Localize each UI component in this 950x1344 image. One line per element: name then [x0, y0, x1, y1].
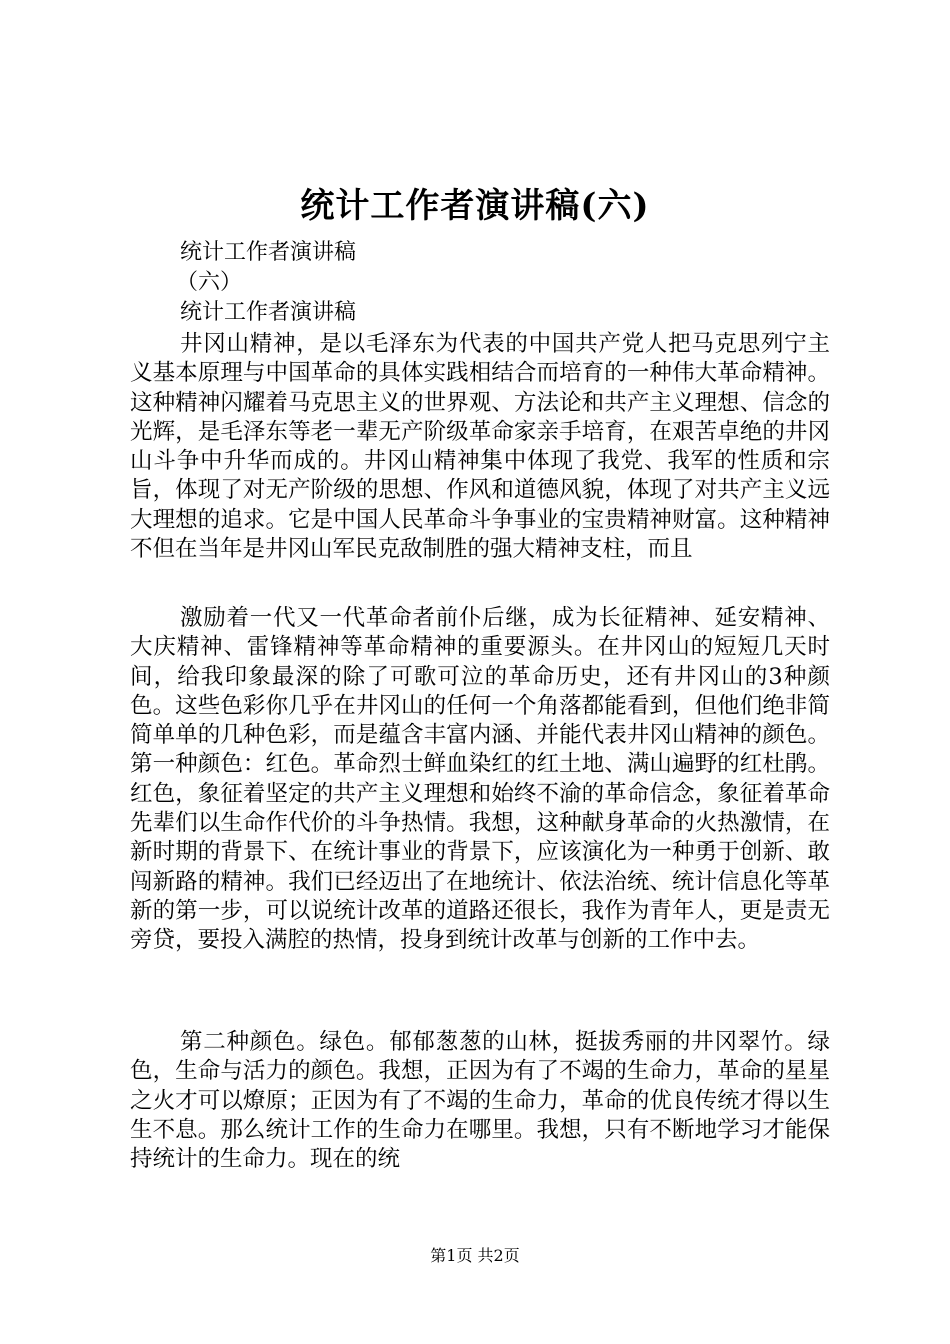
paragraph-1: 井冈山精神，是以毛泽东为代表的中国共产党人把马克思列宁主义基本原理与中国革命的具体实践相结合而培育的一种伟大革命精神。这种精神闪耀着马克思主义的世界观、方法论和共产主义理想、信念的光辉，是毛泽东等老一辈无产阶级革命家亲手培育，在艰苦卓绝的井冈山斗争中升华而成的。井冈山精神集中体现了我党、我军的性质和宗旨，体现了对无产阶级的思想、作风和道德风貌，体现了对共产主义远大理想的追求。它是中国人民革命斗争事业的宝贵精神财富。这种精神不但在当年是井冈山军民克敌制胜的强大精神支柱，而且 [130, 331, 830, 563]
subtitle-line-1: 统计工作者演讲稿 [180, 240, 357, 265]
subtitle-line-2: （六） [176, 270, 243, 295]
subtitle-line-3: 统计工作者演讲稿 [180, 300, 357, 325]
paragraph-2: 激励着一代又一代革命者前仆后继，成为长征精神、延安精神、大庆精神、雷锋精神等革命精神的重要源头。在井冈山的短短几天时间，给我印象最深的除了可歌可泣的革命历史，还有井冈山的3种颜色。这些色彩你几乎在井冈山的任何一个角落都能看到，但他们绝非简简单单的几种色彩，而是蕴含丰富内涵、并能代表井冈山精神的颜色。第一种颜色：红色。革命烈士鲜血染红的红土地、满山遍野的红杜鹃。红色，象征着坚定的共产主义理想和始终不渝的革命信念，象征着革命先辈们以生命作代价的斗争热情。我想，这种献身革命的火热激情，在新时期的背景下、在统计事业的背景下，应该演化为一种勇于创新、敢闯新路的精神。我们已经迈出了在地统计、依法治统、统计信息化等革新的第一步，可以说统计改革的道路还很长，我作为青年人，更是责无旁贷，要投入满腔的热情，投身到统计改革与创新的工作中去。 [130, 605, 830, 954]
page-footer: 第1页 共2页 [430, 1246, 520, 1265]
paragraph-3: 第二种颜色。绿色。郁郁葱葱的山林，挺拔秀丽的井冈翠竹。绿色，生命与活力的颜色。我想，正因为有了不竭的生命力，革命的星星之火才可以燎原；正因为有了不竭的生命力，革命的优良传统才得以生生不息。那么统计工作的生命力在哪里。我想，只有不断地学习才能保持统计的生命力。现在的统 [130, 1029, 830, 1173]
document-title: 统计工作者演讲稿(六) [300, 186, 650, 226]
